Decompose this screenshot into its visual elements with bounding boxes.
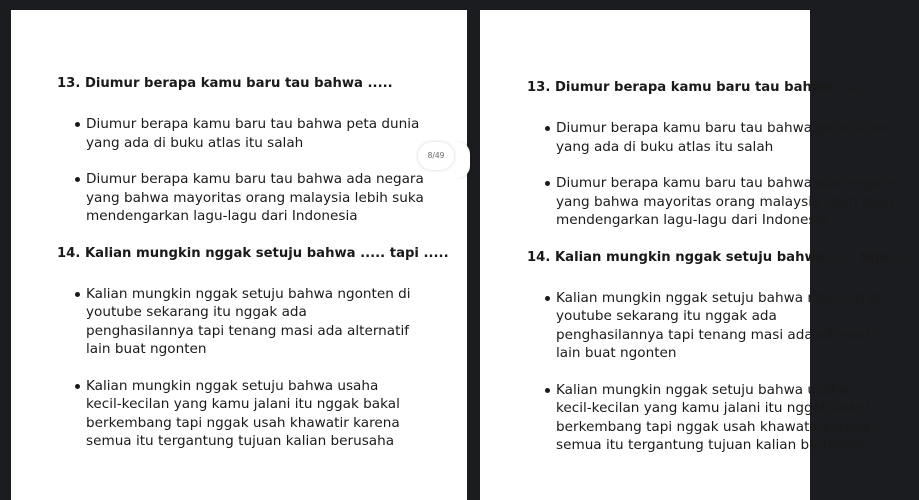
list-item-line: penghasilannya tapi tenang masi ada alternatif xyxy=(556,326,880,343)
list-item-line: mendengarkan lagu-lagu dari Indonesia xyxy=(556,212,828,228)
list-item-line: kecil-kecilan yang kamu jalani itu nggak bakal xyxy=(556,400,870,416)
list-item-line: youtube sekarang itu nggak ada xyxy=(86,304,307,320)
list-item-line: semua itu tergantung tujuan kalian berusaha xyxy=(86,433,395,449)
list-item-line: Kalian mungkin nggak setuju bahwa usaha xyxy=(86,377,379,394)
list-item xyxy=(57,170,449,226)
list-item-line: yang bahwa mayoritas orang malaysia lebih suka xyxy=(556,193,894,210)
list-item-line: Kalian mungkin nggak setuju bahwa usaha xyxy=(556,381,849,398)
list-item-line: lain buat ngonten xyxy=(556,345,677,361)
list-item-line: Kalian mungkin nggak setuju bahwa ngonten di xyxy=(86,285,411,302)
list-item-line: kecil-kecilan yang kamu jalani itu nggak bakal xyxy=(86,396,400,412)
section-13-list xyxy=(527,119,919,230)
list-item xyxy=(527,119,919,156)
list-item-line: penghasilannya tapi tenang masi ada alternatif xyxy=(86,322,410,339)
section-14-list xyxy=(527,289,919,455)
list-item-line: berkembang tapi nggak usah khawatir karena xyxy=(556,418,870,435)
list-item xyxy=(527,174,919,230)
page-content xyxy=(527,79,919,455)
section-14-list xyxy=(57,285,449,451)
list-item-line: yang ada di buku atlas itu salah xyxy=(86,134,304,151)
list-item-line: Diumur berapa kamu baru tau bahwa ada negara xyxy=(556,175,894,191)
page-content xyxy=(57,75,449,451)
list-item-line: lain buat ngonten xyxy=(86,341,207,357)
list-item xyxy=(527,381,919,455)
document-page-left xyxy=(11,10,467,500)
section-13-list xyxy=(57,115,449,226)
list-item xyxy=(527,289,919,363)
list-item xyxy=(57,285,449,359)
list-item xyxy=(57,377,449,451)
list-item-line: yang ada di buku atlas itu salah xyxy=(556,138,774,155)
section-13-heading: 13. Diumur berapa kamu baru tau bahwa ..... xyxy=(527,80,863,95)
section-14-heading: 14. Kalian mungkin nggak setuju bahwa ..... tapi ..... xyxy=(527,249,919,265)
list-item-line: berkembang tapi nggak usah khawatir karena xyxy=(86,414,400,431)
list-item-line: semua itu tergantung tujuan kalian berusaha xyxy=(556,437,865,453)
list-item-line: youtube sekarang itu nggak ada xyxy=(556,308,777,324)
document-page-right xyxy=(480,10,919,500)
list-item xyxy=(57,115,449,152)
page-nav-tab[interactable] xyxy=(456,142,470,178)
list-item-line: Kalian mungkin nggak setuju bahwa ngonten di xyxy=(556,289,881,306)
list-item-line: Diumur berapa kamu baru tau bahwa ada negara xyxy=(86,171,424,187)
list-item-line: Diumur berapa kamu baru tau bahwa peta dunia xyxy=(556,120,890,136)
page-number-indicator: 8/49 xyxy=(418,142,454,170)
section-14-heading: 14. Kalian mungkin nggak setuju bahwa ..... tapi ..... xyxy=(57,245,449,261)
section-13-heading: 13. Diumur berapa kamu baru tau bahwa ..... xyxy=(57,76,393,91)
list-item-line: Diumur berapa kamu baru tau bahwa peta dunia xyxy=(86,116,420,132)
list-item-line: yang bahwa mayoritas orang malaysia lebih suka xyxy=(86,189,424,206)
viewer-top-bar xyxy=(0,0,800,8)
list-item-line: mendengarkan lagu-lagu dari Indonesia xyxy=(86,208,358,224)
